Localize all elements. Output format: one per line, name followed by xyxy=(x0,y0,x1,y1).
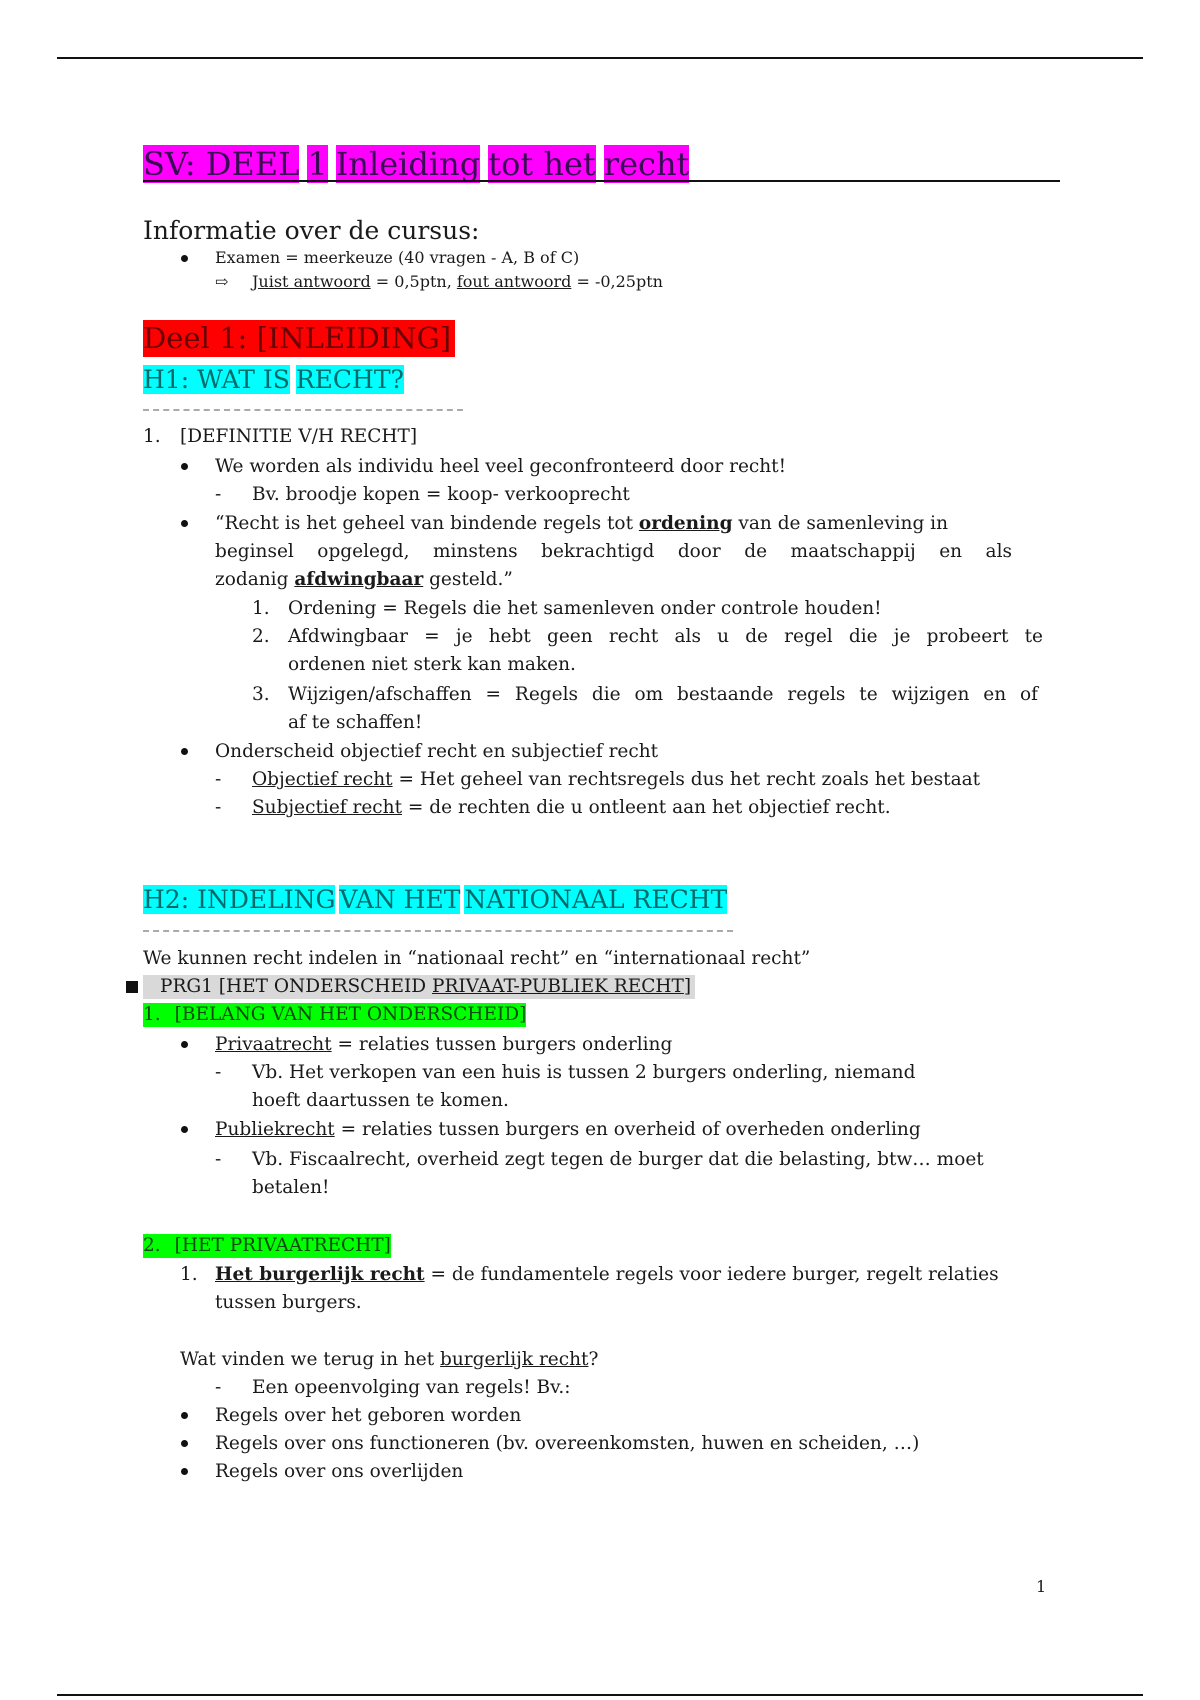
s1-bullet-1-sub: Bv. broodje kopen = koop- verkooprecht xyxy=(252,484,630,505)
civil-law-question xyxy=(180,1348,598,1372)
term-definition: = de fundamentele regels voor iedere burger, regelt relaties xyxy=(424,1264,999,1285)
document-title xyxy=(143,144,689,184)
bullet-icon xyxy=(181,1468,188,1475)
term-definition: = relaties tussen burgers en overheid of overheden onderling xyxy=(334,1119,921,1140)
term-definition: = de rechten die u ontleent aan het objectief recht. xyxy=(402,797,891,818)
score-correct-value: = 0,5ptn, xyxy=(370,272,457,291)
term-subjectief-recht: Subjectief recht xyxy=(252,797,403,818)
definition-text: zodanig xyxy=(215,569,295,590)
paragraph-1-heading xyxy=(143,975,695,999)
chapter-2-part-c: NATIONAAL RECHT xyxy=(464,885,728,914)
score-correct: Juist antwoord xyxy=(252,272,371,291)
civil-law-rule-1: Regels over het geboren worden xyxy=(215,1405,522,1426)
paragraph-1-text: ] xyxy=(683,976,692,997)
question-term: burgerlijk recht xyxy=(440,1349,589,1370)
civil-law-rule-2: Regels over ons functioneren (bv. overeenkomsten, huwen en scheiden, …) xyxy=(215,1433,920,1454)
term-privaatrecht: Privaatrecht xyxy=(215,1034,332,1055)
title-prefix: SV: DEEL xyxy=(143,145,300,183)
bullet-icon xyxy=(181,1041,188,1048)
dashed-separator xyxy=(143,930,733,932)
civil-law-rule-3: Regels over ons overlijden xyxy=(215,1461,464,1482)
dash-icon: - xyxy=(215,484,222,505)
dash-icon: - xyxy=(215,1149,222,1170)
s1-item-3-line-1: Wijzigen/afschaffen = Regels die om bestaande regels te wijzigen en of xyxy=(288,684,1038,705)
dash-icon: - xyxy=(215,1377,222,1398)
subjective-right xyxy=(252,796,891,820)
title-number: 1 xyxy=(307,145,328,183)
definition-keyword-ordening: ordening xyxy=(638,513,733,534)
bullet-icon xyxy=(181,520,188,527)
civil-law-line-1 xyxy=(215,1263,999,1287)
dash-icon: - xyxy=(215,1062,222,1083)
private-law-example-line-1: Vb. Het verkopen van een huis is tussen 2 burgers onderling, niemand xyxy=(252,1062,916,1083)
paragraph-1-text: PRG1 [HET ONDERSCHEID xyxy=(160,976,432,997)
term-burgerlijk-recht: Het burgerlijk recht xyxy=(215,1264,425,1285)
public-law-item xyxy=(215,1118,921,1142)
term-definition: = Het geheel van rechtsregels dus het recht zoals het bestaat xyxy=(392,769,981,790)
dashed-separator xyxy=(143,409,463,411)
page-number: 1 xyxy=(1036,1577,1047,1596)
s1-definition-line-1 xyxy=(215,512,948,536)
list-number: 1. xyxy=(252,598,270,619)
s1-definition-line-3 xyxy=(215,568,513,592)
section-1-title: [DEFINITIE V/H RECHT] xyxy=(180,426,418,447)
part-heading: Deel 1: [INLEIDING] xyxy=(143,320,455,357)
title-word-3: recht xyxy=(603,145,690,183)
s1-item-2-line-1: Afdwingbaar = je hebt geen recht als u de regel die je probeert te xyxy=(288,626,1043,647)
info-heading: Informatie over de cursus: xyxy=(143,216,480,245)
private-law-example-line-2: hoeft daartussen te komen. xyxy=(252,1090,509,1111)
bullet-icon xyxy=(181,1440,188,1447)
list-number: 2. xyxy=(252,626,270,647)
chapter-1-part-b: RECHT? xyxy=(295,365,404,394)
term-definition: = relaties tussen burgers onderling xyxy=(331,1034,673,1055)
square-bullet-icon xyxy=(126,981,138,993)
civil-law-line-2: tussen burgers. xyxy=(215,1292,362,1313)
subsection-2-number: 2. xyxy=(143,1235,161,1256)
list-number: 1. xyxy=(180,1264,198,1285)
definition-keyword-afdwingbaar: afdwingbaar xyxy=(294,569,424,590)
score-wrong-value: = -0,25ptn xyxy=(571,272,663,291)
section-1-number: 1. xyxy=(143,426,161,447)
bullet-icon xyxy=(181,748,188,755)
exam-info: Examen = meerkeuze (40 vragen - A, B of C) xyxy=(215,248,580,267)
s1-bullet-3: Onderscheid objectief recht en subjectief recht xyxy=(215,741,659,762)
dash-icon: - xyxy=(215,797,222,818)
s1-bullet-1: We worden als individu heel veel geconfronteerd door recht! xyxy=(215,456,787,477)
bullet-icon xyxy=(181,255,188,262)
definition-text: van de samenleving in xyxy=(732,513,949,534)
chapter-2-part-a: H2: INDELING xyxy=(143,885,336,914)
bullet-icon xyxy=(181,1126,188,1133)
title-underline xyxy=(143,180,1060,182)
definition-text: “Recht is het geheel van bindende regels tot xyxy=(215,513,639,534)
title-word-1: Inleiding xyxy=(335,145,481,183)
term-objectief-recht: Objectief recht xyxy=(252,769,393,790)
chapter-2-intro: We kunnen recht indelen in “nationaal recht” en “internationaal recht” xyxy=(143,948,811,969)
chapter-2-heading xyxy=(143,884,727,916)
subsection-2-title: [HET PRIVAATRECHT] xyxy=(174,1235,391,1256)
title-word-2: tot het xyxy=(488,145,596,183)
question-mark: ? xyxy=(588,1349,599,1370)
subsection-1-number: 1. xyxy=(143,1004,161,1025)
dash-icon: - xyxy=(215,769,222,790)
subsection-1-title: [BELANG VAN HET ONDERSCHEID] xyxy=(174,1004,527,1025)
objective-right xyxy=(252,768,980,792)
score-wrong: fout antwoord xyxy=(456,272,572,291)
private-law-item xyxy=(215,1033,672,1057)
chapter-1-part-a: H1: WAT IS xyxy=(143,365,290,394)
chapter-1-heading xyxy=(143,364,404,396)
footer-rule xyxy=(57,1694,1143,1696)
list-number: 3. xyxy=(252,684,270,705)
chapter-2-part-b: VAN HET xyxy=(339,885,461,914)
s1-item-1: Ordening = Regels die het samenleven onder controle houden! xyxy=(288,598,882,619)
paragraph-1-subject: PRIVAAT-PUBLIEK RECHT xyxy=(432,976,684,997)
public-law-example-line-1: Vb. Fiscaalrecht, overheid zegt tegen de burger dat die belasting, btw… moet xyxy=(252,1149,984,1170)
definition-text: gesteld.” xyxy=(423,569,513,590)
bullet-icon xyxy=(181,463,188,470)
public-law-example-line-2: betalen! xyxy=(252,1177,330,1198)
header-rule xyxy=(57,57,1143,59)
subsection-1-heading xyxy=(143,1003,526,1027)
s1-definition-line-2: beginsel opgelegd, minstens bekrachtigd door de maatschappij en als xyxy=(215,541,1012,562)
term-publiekrecht: Publiekrecht xyxy=(215,1119,335,1140)
question-text: Wat vinden we terug in het xyxy=(180,1349,441,1370)
score-info xyxy=(252,271,663,293)
bullet-icon xyxy=(181,1412,188,1419)
civil-law-sequence: Een opeenvolging van regels! Bv.: xyxy=(252,1377,571,1398)
s1-item-2-line-2: ordenen niet sterk kan maken. xyxy=(288,654,576,675)
arrow-icon: ⇨ xyxy=(215,272,229,291)
s1-item-3-line-2: af te schaffen! xyxy=(288,712,423,733)
subsection-2-heading xyxy=(143,1234,391,1258)
